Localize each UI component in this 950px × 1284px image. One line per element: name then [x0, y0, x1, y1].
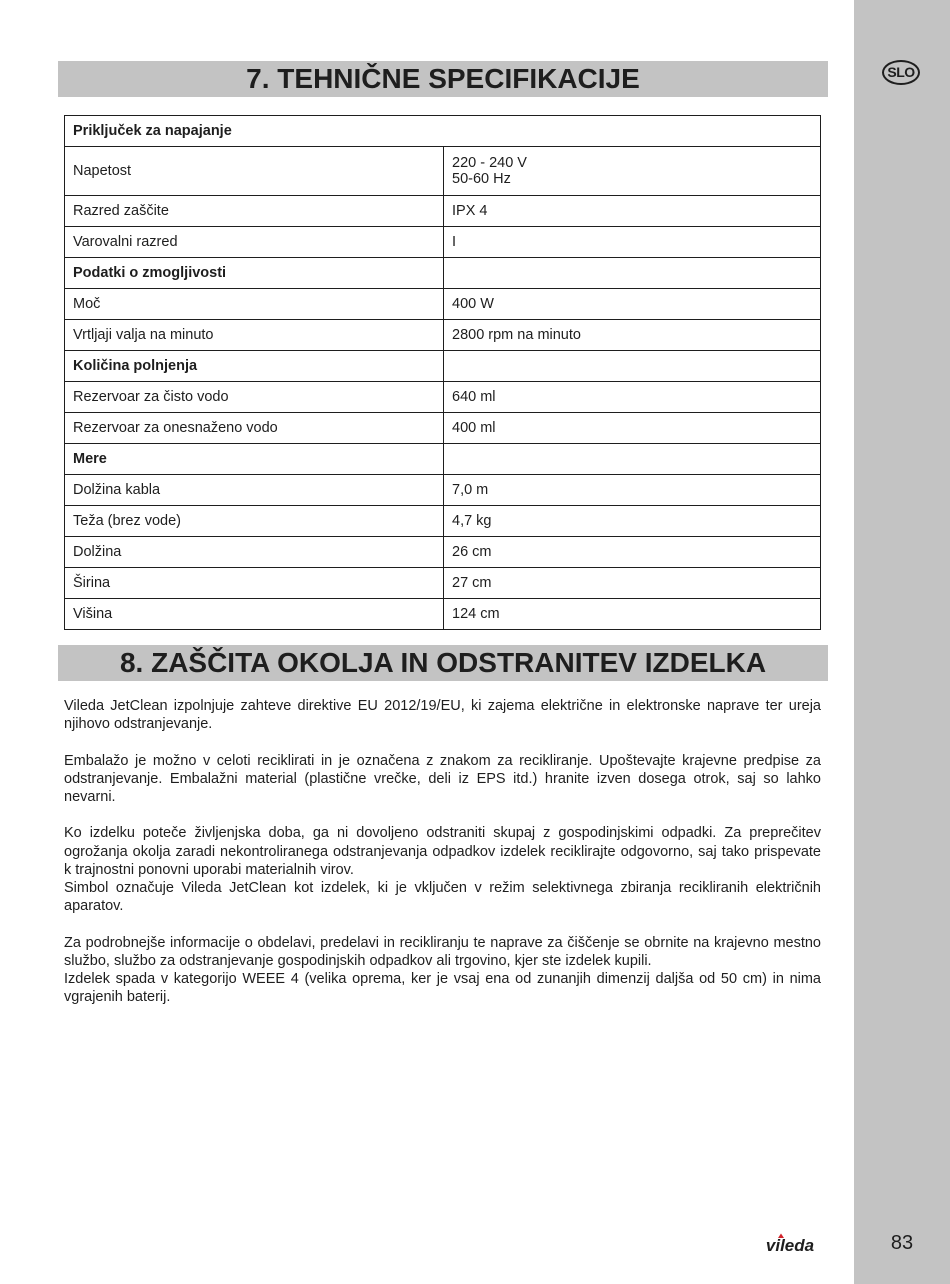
spec-label: Dolžina kabla — [65, 475, 444, 506]
spec-value: 2800 rpm na minuto — [444, 320, 821, 351]
language-badge: SLO — [882, 60, 920, 85]
table-row — [65, 382, 821, 413]
table-row — [65, 599, 821, 630]
spec-label: Širina — [65, 568, 444, 599]
spec-value: 640 ml — [444, 382, 821, 413]
spec-label: Vrtljaji valja na minuto — [65, 320, 444, 351]
table-group-row — [65, 444, 821, 475]
section-8-title: 8. ZAŠČITA OKOLJA IN ODSTRANITEV IZDELKA — [58, 645, 828, 681]
spec-label: Razred zaščite — [65, 196, 444, 227]
spec-value: 27 cm — [444, 568, 821, 599]
table-row — [65, 196, 821, 227]
table-group-row — [65, 258, 821, 289]
table-row — [65, 413, 821, 444]
section-8-body — [64, 697, 821, 1025]
empty-cell — [444, 258, 821, 289]
spec-label: Rezervoar za onesnaženo vodo — [65, 413, 444, 444]
spec-value — [444, 147, 821, 196]
table-row — [65, 537, 821, 568]
group-heading: Podatki o zmogljivosti — [65, 258, 444, 289]
spec-label: Moč — [65, 289, 444, 320]
spec-value: IPX 4 — [444, 196, 821, 227]
section-7-title: 7. TEHNIČNE SPECIFIKACIJE — [58, 61, 828, 97]
spec-value: 400 W — [444, 289, 821, 320]
spec-value-line: 50-60 Hz — [452, 171, 511, 187]
spec-value: 7,0 m — [444, 475, 821, 506]
group-heading: Mere — [65, 444, 444, 475]
empty-cell — [444, 351, 821, 382]
spec-label: Varovalni razred — [65, 227, 444, 258]
table-row — [65, 320, 821, 351]
group-heading: Priključek za napajanje — [65, 116, 821, 147]
spec-label: Teža (brez vode) — [65, 506, 444, 537]
vileda-logo — [756, 1233, 824, 1253]
table-row — [65, 568, 821, 599]
table-group-row — [65, 351, 821, 382]
logo-wordmark: vileda — [765, 1236, 815, 1253]
table-row — [65, 475, 821, 506]
spec-value: 400 ml — [444, 413, 821, 444]
spec-value: 4,7 kg — [444, 506, 821, 537]
spec-label: Rezervoar za čisto vodo — [65, 382, 444, 413]
spec-label: Dolžina — [65, 537, 444, 568]
spec-value: I — [444, 227, 821, 258]
spec-value-line: 220 - 240 V — [452, 155, 527, 171]
paragraph: Embalažo je možno v celoti reciklirati in je označena z znakom za recikliranje. Upoštevajte krajevne predpise za odstranjevanje. Embalažni material (plastične vrečke, deli iz EPS itd.) hranite izven dosega otrok, saj so lahko nevarni. — [64, 752, 821, 805]
table-group-row — [65, 116, 821, 147]
page-number: 83 — [890, 1232, 914, 1254]
group-heading: Količina polnjenja — [65, 351, 444, 382]
table-row — [65, 289, 821, 320]
table-row — [65, 147, 821, 196]
empty-cell — [444, 444, 821, 475]
spec-value: 124 cm — [444, 599, 821, 630]
spec-label: Napetost — [65, 147, 444, 196]
table-row — [65, 227, 821, 258]
spec-label: Višina — [65, 599, 444, 630]
table-row — [65, 506, 821, 537]
paragraph: Vileda JetClean izpolnjuje zahteve direktive EU 2012/19/EU, ki zajema električne in elektronske naprave ter ureja njihovo odstranjevanje. — [64, 698, 821, 733]
spec-table — [64, 115, 821, 630]
paragraph: Ko izdelku poteče življenjska doba, ga ni dovoljeno odstraniti skupaj z gospodinjskimi odpadki. Za preprečitev ogrožanja okolja zaradi nekontroliranega odstranjevanja odpadkov izdelek reciklirajte odgovorno, saj tako prispevate k trajnostni ponovni uporabi materialnih virov. Simbol označuje Vileda JetClean kot izdelek, ki je vključen v režim selektivnega zbiranja recikliranih električnih aparatov. — [64, 825, 821, 915]
side-strip — [854, 0, 950, 1284]
paragraph: Za podrobnejše informacije o obdelavi, predelavi in recikliranju te naprave za čiščenje se obrnite na krajevno mestno službo, službo za odstranjevanje gospodinjskih odpadkov ali trgovino, kjer ste izdelek kupili. Izdelek spada v kategorijo WEEE 4 (velika oprema, ker je vsaj ena od zunanjih dimenzij daljša od 50 cm) in nima vgrajenih baterij. — [64, 934, 821, 1006]
spec-value: 26 cm — [444, 537, 821, 568]
